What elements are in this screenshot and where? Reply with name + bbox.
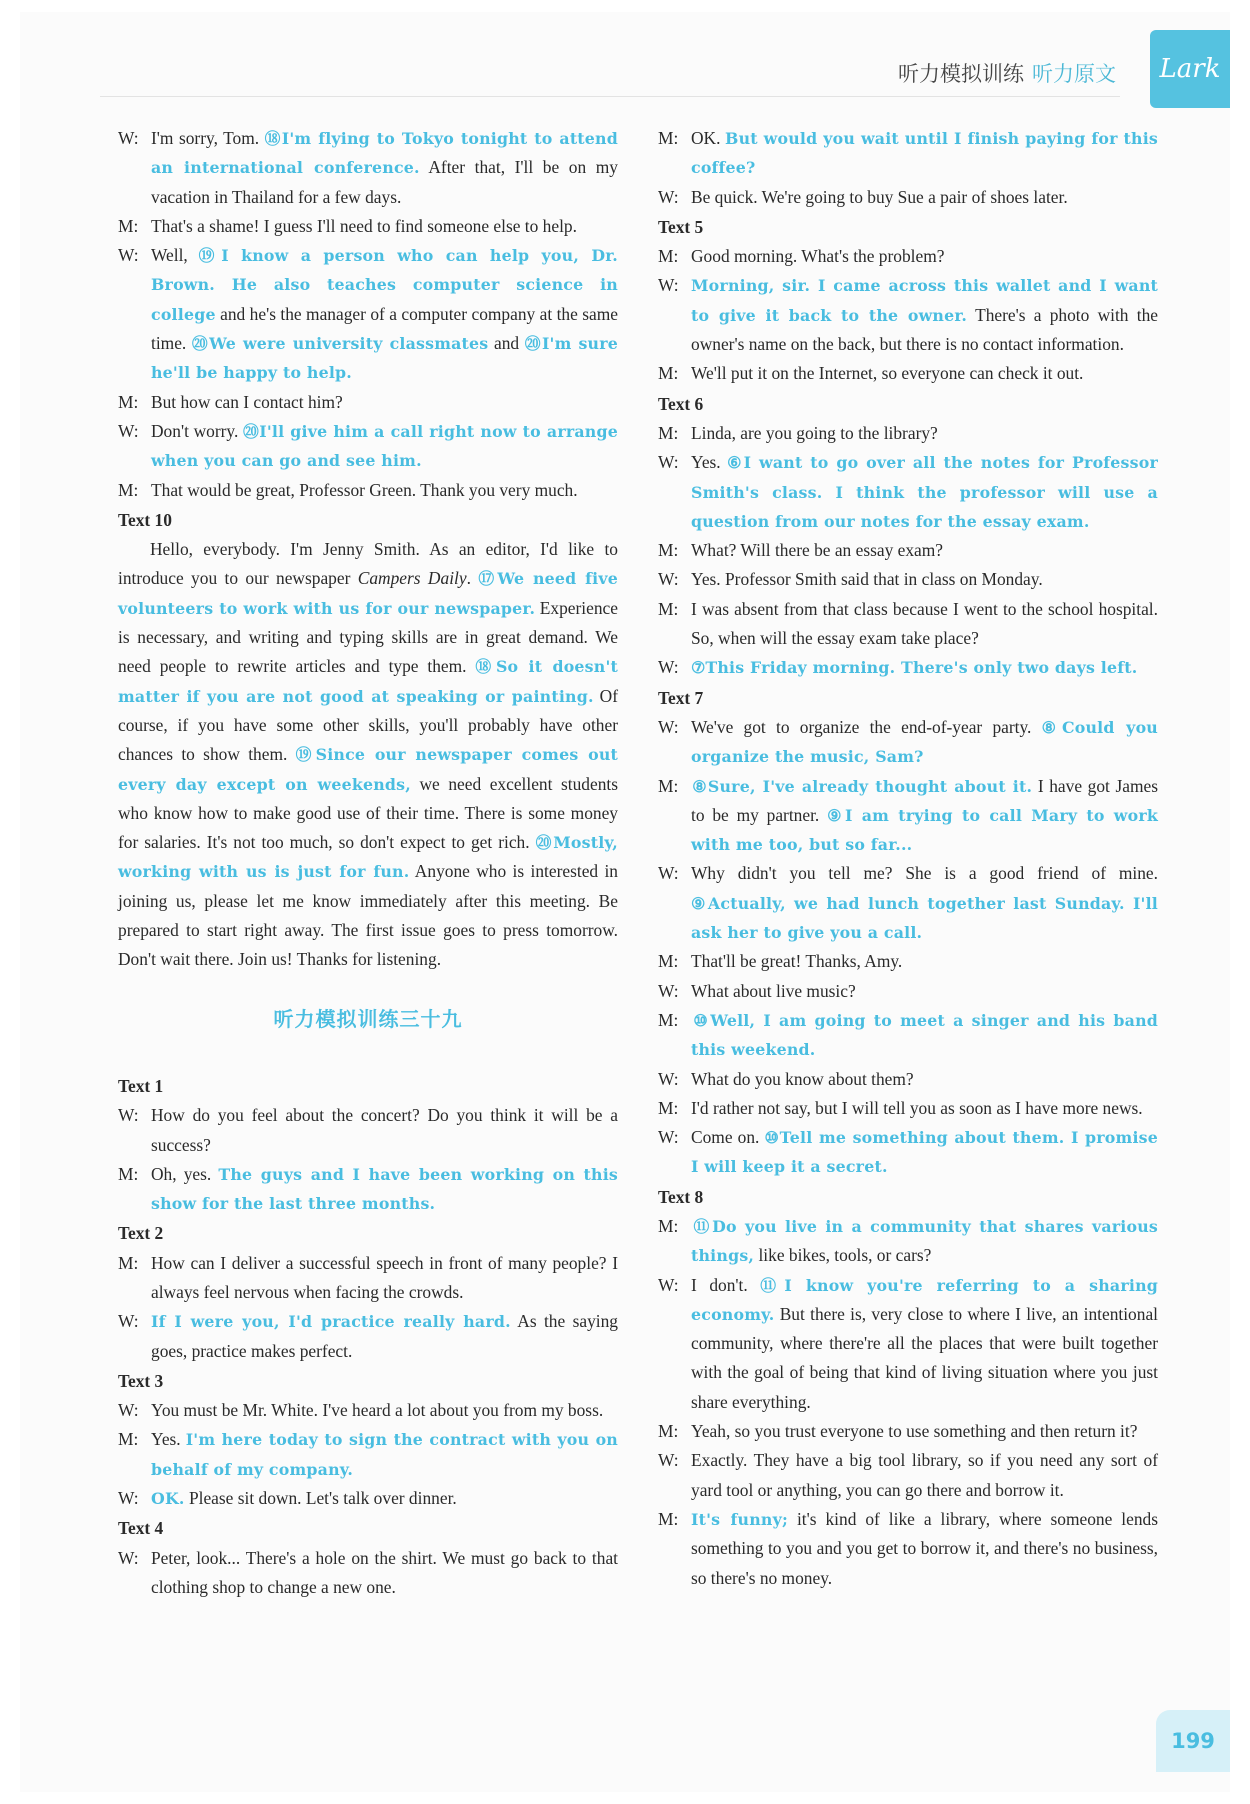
speaker-label: M: — [118, 391, 139, 412]
speaker-label: M: — [658, 246, 679, 267]
transcript-text: What about live music? — [691, 980, 856, 1001]
text-heading: Text 1 — [118, 1075, 164, 1096]
transcript-text: and he's the manager of a computer company at the same time. — [151, 303, 618, 354]
dialogue-line — [118, 1396, 618, 1425]
speaker-label: M: — [658, 1421, 679, 1442]
dialogue-line — [658, 271, 1158, 359]
transcript-text: Experience is necessary, and writing and typing skills are in great demand. We need people to rewrite articles and type them. — [118, 597, 618, 677]
text10-body — [118, 535, 618, 974]
answer-highlight: ⑦This Friday morning. There's only two days left. — [691, 658, 1138, 678]
dialogue-line — [658, 565, 1158, 594]
transcript-text: Be quick. We're going to buy Sue a pair of shoes later. — [691, 186, 1068, 207]
text-heading: Text 7 — [658, 687, 704, 708]
speaker-label: M: — [118, 1429, 139, 1450]
text-heading: Text 4 — [118, 1518, 164, 1539]
answer-highlight: ⑪Do you live in a community that shares various things, — [691, 1216, 1158, 1266]
text-heading: Text 8 — [658, 1186, 704, 1207]
dialogue-line — [118, 1307, 618, 1366]
speaker-label: M: — [658, 363, 679, 384]
dialogue-line — [658, 1006, 1158, 1065]
answer-highlight: The guys and I have been working on this show for the last three months. — [151, 1164, 619, 1214]
lark-logo: Lark — [1150, 30, 1230, 108]
speaker-label: W: — [658, 186, 679, 207]
transcript-text: But there is, very close to where I live, an intentional community, where there're all the places that were built together with the goal of being that kind of living situation where you just share everything. — [691, 1303, 1158, 1412]
text10-heading: Text 10 — [118, 509, 172, 530]
answer-highlight: OK. — [151, 1489, 185, 1509]
transcript-text: Linda, are you going to the library? — [691, 422, 938, 443]
right-column — [658, 124, 1158, 1593]
answer-highlight: If I were you, I'd practice really hard. — [151, 1312, 511, 1332]
dialogue-line — [658, 242, 1158, 271]
dialogue-line — [118, 417, 618, 476]
dialogue-line — [658, 536, 1158, 565]
transcript-text: How do you feel about the concert? Do you think it will be a success? — [151, 1105, 618, 1155]
transcript-text: Yes. Professor Smith said that in class on Monday. — [691, 569, 1043, 590]
transcript-text: I'd rather not say, but I will tell you as soon as I have more news. — [691, 1097, 1143, 1118]
dialogue-line — [658, 183, 1158, 212]
dialogue-line — [658, 772, 1158, 860]
dialogue-line — [658, 359, 1158, 388]
dialogue-line — [658, 448, 1158, 536]
speaker-label: W: — [658, 1274, 679, 1295]
answer-highlight: ⑰We need five volunteers to work with us for our newspaper. — [118, 569, 618, 618]
answer-highlight: ⑳We were university classmates — [191, 334, 489, 354]
speaker-label: M: — [658, 1508, 679, 1529]
transcript-text: We've got to organize the end-of-year party. — [691, 716, 1042, 737]
header-title — [898, 58, 1116, 88]
transcript-text: Exactly. They have a big tool library, so if you need any sort of yard tool or anything, you can go there and borrow it. — [691, 1450, 1158, 1500]
speaker-label: W: — [118, 1547, 139, 1568]
answer-highlight: ⑳I'll give him a call right now to arrange when you can go and see him. — [151, 421, 618, 471]
header-title-primary: 听力模拟训练 — [898, 62, 1024, 86]
dialogue-line — [658, 713, 1158, 772]
left-column — [118, 124, 618, 1602]
transcript-text: . — [466, 568, 479, 589]
dialogue-line — [118, 241, 618, 387]
transcript-text: That would be great, Professor Green. Thank you very much. — [151, 479, 578, 500]
speaker-label: M: — [118, 479, 139, 500]
speaker-label: M: — [658, 540, 679, 561]
speaker-label: M: — [118, 1252, 139, 1273]
transcript-text: Good morning. What's the problem? — [691, 246, 945, 267]
transcript-text: What do you know about them? — [691, 1068, 914, 1089]
answer-highlight: ⑪I know you're referring to a sharing economy. — [691, 1275, 1158, 1324]
transcript-text: Anyone who is interested in joining us, please let me know immediately after this meeting. Be prepared to start right away. The first issue goes to press tomorrow. Don't wait there. Join us! Thanks for listening. — [118, 861, 618, 970]
transcript-text: As the saying goes, practice makes perfect. — [151, 1311, 618, 1361]
dialogue-line — [118, 1544, 618, 1603]
page-header — [20, 12, 1230, 104]
header-divider — [100, 96, 1120, 97]
dialogue-line — [118, 1425, 618, 1484]
dialogue-line — [658, 1094, 1158, 1123]
answer-highlight: ⑨I am trying to call Mary to work with me too, but so far... — [691, 805, 1159, 855]
speaker-label: W: — [658, 275, 679, 296]
dialogue-line — [118, 212, 618, 241]
transcript-text: Yeah, so you trust everyone to use something and then return it? — [691, 1421, 1138, 1442]
dialogue-line — [658, 977, 1158, 1006]
transcript-text: Come on. — [691, 1127, 765, 1148]
speaker-label: W: — [118, 1105, 139, 1126]
transcript-text: There's a photo with the owner's name on the back, but there is no contact information. — [691, 304, 1158, 355]
dialogue-line — [658, 595, 1158, 654]
dialogue-line — [658, 1417, 1158, 1446]
answer-highlight: ⑩Well, I am going to meet a singer and his band this weekend. — [691, 1010, 1158, 1060]
answer-highlight: It's funny; — [691, 1509, 788, 1529]
speaker-label: W: — [118, 420, 139, 441]
text9-continued — [118, 124, 618, 505]
transcript-text: But how can I contact him? — [151, 391, 343, 412]
dialogue-line — [658, 1271, 1158, 1417]
transcript-text: Peter, look... There's a hole on the shirt. We must go back to that clothing shop to change a new one. — [151, 1547, 618, 1597]
answer-highlight: ⑥I want to go over all the notes for Professor Smith's class. I think the professor will use a question from our notes for the essay exam. — [691, 453, 1159, 531]
transcript-text: After that, I'll be on my vacation in Thailand for a few days. — [151, 157, 618, 207]
speaker-label: W: — [658, 1450, 679, 1471]
transcript-text: What? Will there be an essay exam? — [691, 540, 943, 561]
text-heading: Text 2 — [118, 1223, 164, 1244]
dialogue-line — [658, 1065, 1158, 1094]
transcript-text: That's a shame! I guess I'll need to find someone else to help. — [151, 215, 577, 236]
transcript-text: I have got James to be my partner. — [691, 775, 1158, 825]
answer-highlight: ⑳Mostly, working with us is just for fun. — [118, 833, 618, 882]
transcript-text: I don't. — [691, 1274, 761, 1295]
page — [20, 12, 1230, 1792]
speaker-label: W: — [118, 128, 139, 148]
speaker-label: M: — [658, 128, 679, 148]
transcript-text: OK. — [691, 128, 726, 148]
section-39-texts — [118, 1072, 618, 1602]
dialogue-line — [118, 1249, 618, 1308]
dialogue-line — [658, 1446, 1158, 1505]
speaker-label: M: — [658, 422, 679, 443]
speaker-label: M: — [658, 1215, 679, 1236]
transcript-text: Campers Daily — [357, 568, 467, 589]
speaker-label: W: — [118, 1311, 139, 1332]
text-heading: Text 5 — [658, 216, 704, 237]
speaker-label: M: — [118, 215, 139, 236]
transcript-text: Yes. — [151, 1429, 186, 1450]
dialogue-line — [118, 1101, 618, 1160]
transcript-text: We'll put it on the Internet, so everyone can check it out. — [691, 363, 1084, 384]
text-heading: Text 3 — [118, 1370, 164, 1391]
answer-highlight: ⑨Actually, we had lunch together last Sunday. I'll ask her to give you a call. — [691, 893, 1158, 943]
dialogue-line — [658, 653, 1158, 682]
transcript-text: You must be Mr. White. I've heard a lot about you from my boss. — [151, 1400, 604, 1421]
dialogue-line — [658, 947, 1158, 976]
dialogue-line — [118, 1484, 618, 1513]
transcript-text: Why didn't you tell me? She is a good friend of mine. — [691, 863, 1158, 884]
answer-highlight: ⑳I'm sure he'll be happy to help. — [151, 334, 619, 383]
dialogue-line — [118, 476, 618, 505]
transcript-text: Don't worry. — [151, 420, 243, 441]
transcript-text: it's kind of like a library, where someone lends something to you and you get to borrow it, and there's no business, so there's no money. — [691, 1508, 1158, 1588]
transcript-text: Well, — [151, 245, 199, 266]
transcript-text: like bikes, tools, or cars? — [754, 1245, 932, 1266]
speaker-label: W: — [658, 452, 679, 473]
dialogue-line — [118, 388, 618, 417]
answer-highlight: I'm here today to sign the contract with you on behalf of my company. — [151, 1430, 618, 1479]
transcript-text: I'm sorry, Tom. — [151, 128, 265, 148]
speaker-label: W: — [658, 657, 679, 678]
transcript-text: and — [488, 333, 525, 354]
answer-highlight: ⑱So it doesn't matter if you are not good at speaking or painting. — [118, 657, 618, 706]
speaker-label: W: — [118, 1400, 139, 1421]
speaker-label: M: — [658, 951, 679, 972]
transcript-text: I was absent from that class because I went to the school hospital. So, when will the essay exam take place? — [691, 598, 1158, 649]
dialogue-line — [658, 1123, 1158, 1182]
transcript-text: Yes. — [691, 452, 728, 473]
speaker-label: W: — [658, 569, 679, 590]
dialogue-line — [658, 1212, 1158, 1271]
speaker-label: W: — [658, 980, 679, 1001]
header-title-secondary: 听力原文 — [1032, 62, 1116, 86]
speaker-label: M: — [658, 598, 679, 619]
speaker-label: W: — [118, 1488, 139, 1509]
dialogue-line — [658, 859, 1158, 947]
section-title: 听力模拟训练三十九 — [273, 1006, 463, 1031]
speaker-label: W: — [658, 1068, 679, 1089]
speaker-label: W: — [658, 863, 679, 884]
speaker-label: W: — [658, 716, 679, 737]
dialogue-line — [658, 419, 1158, 448]
dialogue-line — [658, 1505, 1158, 1593]
answer-highlight: ⑲I know a person who can help you, Dr. Brown. He also teaches computer science in college — [151, 246, 618, 324]
transcript-text: Oh, yes. — [151, 1163, 219, 1184]
dialogue-line — [658, 124, 1158, 183]
answer-highlight: ⑧Sure, I've already thought about it. — [691, 776, 1033, 796]
answer-highlight: ⑱I'm flying to Tokyo tonight to attend an international conference. — [151, 129, 618, 178]
speaker-label: M: — [658, 1097, 679, 1118]
transcript-text: Of course, if you have some other skills, you'll probably have other chances to show them. — [118, 685, 618, 765]
transcript-text: That'll be great! Thanks, Amy. — [691, 951, 903, 972]
answer-highlight: Morning, sir. I came across this wallet and I want to give it back to the owner. — [691, 276, 1158, 325]
answer-highlight: ⑧Could you organize the music, Sam? — [691, 717, 1158, 767]
answer-highlight: ⑲Since our newspaper comes out every day except on weekends, — [118, 745, 619, 794]
speaker-label: M: — [658, 1009, 679, 1030]
answer-highlight: ⑩Tell me something about them. I promise I will keep it a secret. — [691, 1128, 1158, 1177]
speaker-label: M: — [118, 1163, 139, 1184]
transcript-text: we need excellent students who know how to make good use of their time. There is some money for salaries. It's not too much, so don't expect to get rich. — [118, 773, 618, 853]
page-number: 199 — [1156, 1710, 1230, 1772]
text-heading: Text 6 — [658, 393, 704, 414]
dialogue-line — [118, 124, 618, 212]
transcript-text: Hello, everybody. I'm Jenny Smith. As an editor, I'd like to introduce you to our newspaper — [118, 539, 618, 589]
speaker-label: W: — [658, 1127, 679, 1148]
speaker-label: W: — [118, 245, 139, 266]
answer-highlight: But would you wait until I finish paying for this coffee? — [691, 129, 1158, 178]
transcript-text: Please sit down. Let's talk over dinner. — [184, 1488, 457, 1509]
dialogue-line — [118, 1160, 618, 1219]
speaker-label: M: — [658, 775, 679, 796]
transcript-text: How can I deliver a successful speech in front of many people? I always feel nervous when facing the crowds. — [151, 1252, 618, 1302]
